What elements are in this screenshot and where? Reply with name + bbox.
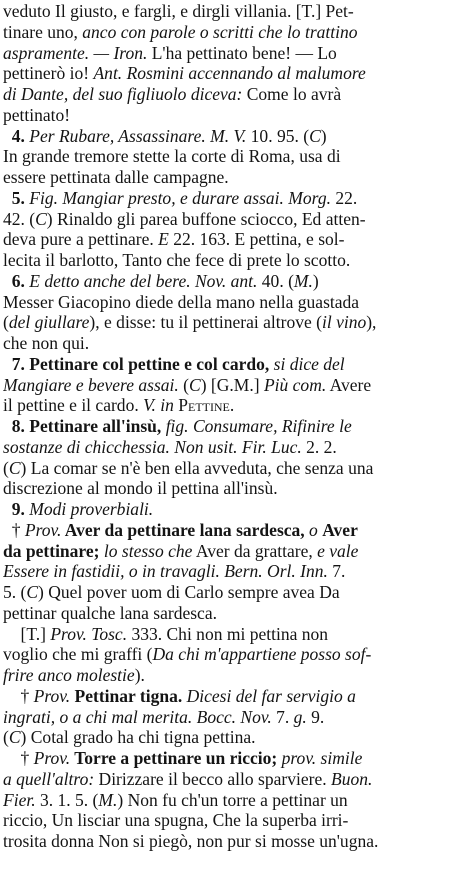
text-segment: ) Non fu ch'un torre a pettinar un <box>117 789 348 810</box>
text-line <box>3 768 461 790</box>
text-segment: Pettinar tigna. <box>70 685 183 706</box>
text-line <box>3 685 461 707</box>
text-segment: ( <box>3 727 9 748</box>
text-line <box>3 623 461 645</box>
text-segment: 4. <box>3 125 30 146</box>
text-segment: discrezione al mondo il pettina all'insù. <box>3 478 278 499</box>
text-segment: ( <box>3 457 9 478</box>
text-line <box>3 602 461 624</box>
text-segment: ) [G.M.] <box>200 374 264 395</box>
text-segment: 7. <box>327 561 346 582</box>
text-line <box>3 809 461 831</box>
text-segment: 22. <box>330 187 358 208</box>
text-line <box>3 726 461 748</box>
text-segment: 42. ( <box>3 208 36 229</box>
text-segment: Dirizzare il becco allo sparviere. <box>94 768 332 789</box>
text-segment: † <box>3 519 25 540</box>
text-segment: si dice del <box>269 353 345 374</box>
text-line <box>3 706 461 728</box>
text-segment: Aver da pettinare lana sardesca, <box>61 519 305 540</box>
text-segment: C <box>26 582 39 602</box>
text-segment: ), <box>366 312 377 333</box>
text-segment: L'ha pettinato bene! — Lo <box>147 42 337 63</box>
text-segment: del giullare <box>8 312 90 333</box>
text-segment: il vino <box>321 312 367 333</box>
text-segment: ) <box>312 270 319 291</box>
text-segment: C <box>8 457 21 478</box>
text-segment: ), e disse: tu il pettinerai altrove ( <box>89 312 322 333</box>
text-line <box>3 353 461 375</box>
text-segment: C <box>189 374 201 395</box>
text-segment: Ant. Rosmini accennando al malumore <box>93 63 366 84</box>
text-line <box>3 498 461 520</box>
text-line <box>3 166 461 188</box>
text-segment: 8. Pettinare all'insù, <box>3 416 162 436</box>
text-segment: 9. <box>3 499 30 519</box>
text-segment: Come lo avrà <box>242 84 342 104</box>
text-line <box>3 830 461 852</box>
text-line <box>3 477 461 499</box>
text-segment: a quell'altro: <box>3 768 95 789</box>
text-segment: C <box>309 125 321 146</box>
text-segment: ) <box>320 125 327 146</box>
text-segment: Più com. <box>263 374 327 395</box>
text-segment: Prov. Tosc. <box>50 623 128 644</box>
text-segment: Dicesi del far servigio a <box>182 685 356 706</box>
text-segment: 3. 1. 5. ( <box>35 789 99 810</box>
text-segment: 6. <box>3 270 30 291</box>
text-segment: C <box>8 727 21 748</box>
text-segment: riccio, Un lisciar una spugna, Che la superba irri- <box>3 810 349 831</box>
text-line <box>3 560 461 582</box>
text-segment: ingrati, o a chi mal merita. Bocc. Nov. <box>3 706 272 727</box>
text-segment: ( <box>3 312 9 333</box>
text-segment: e vale <box>312 540 359 561</box>
text-line <box>3 664 461 686</box>
text-line <box>3 415 461 437</box>
text-segment: veduto Il giusto, e fargli, e dirgli villania. [T.] Pet- <box>3 1 354 21</box>
text-line <box>3 311 461 333</box>
text-line <box>3 519 461 541</box>
text-line <box>3 125 461 147</box>
text-segment: M. <box>293 270 313 291</box>
text-segment: Da chi m'appartiene posso sof- <box>152 644 372 665</box>
text-segment: Mangiare e bevere assai. <box>3 374 179 395</box>
text-line <box>3 332 461 354</box>
text-segment: g. <box>293 706 307 727</box>
text-segment: Prov. <box>24 519 62 540</box>
text-segment: 7. <box>271 706 294 727</box>
text-segment: pettinerò io! <box>3 63 94 84</box>
text-line <box>3 228 461 250</box>
text-segment: anco con parole o scritti che lo trattino <box>82 21 358 42</box>
text-segment: C <box>35 208 47 229</box>
text-segment: 9. <box>306 706 325 727</box>
text-segment: Buon. <box>331 768 373 789</box>
text-segment: 10. 95. ( <box>246 125 310 146</box>
text-segment: Pettine. <box>173 395 235 416</box>
text-segment: tinare uno, <box>3 21 83 42</box>
text-segment: In grande tremore stette la corte di Roma, usa di <box>3 146 341 167</box>
text-segment: Prov. <box>33 685 71 706</box>
text-segment: Avere <box>326 374 372 395</box>
text-segment: 5. <box>3 187 30 208</box>
text-segment: 40. ( <box>257 270 294 291</box>
text-segment: Fier. <box>3 789 36 810</box>
text-segment: pettinato! <box>3 104 71 125</box>
text-segment: da pettinare; <box>3 540 100 561</box>
text-segment: 2. 2. <box>301 436 337 457</box>
text-segment: trosita donna Non si piegò, non pur si mosse un'ugna. <box>3 831 379 851</box>
text-line <box>3 540 461 562</box>
text-line <box>3 270 461 292</box>
text-segment: 22. 163. E pettina, e sol- <box>168 229 345 250</box>
text-line <box>3 643 461 665</box>
text-segment: essere pettinata dalle campagne. <box>3 167 229 187</box>
text-segment: Prov. <box>33 748 71 768</box>
text-segment: E <box>158 229 169 250</box>
text-segment: ) Rinaldo gli parea buffone sciocco, Ed atten- <box>46 208 366 229</box>
text-segment: sostanze di chicchessia. Non usit. Fir. Luc. <box>3 436 302 457</box>
text-segment: Fig. Mangiar presto, e durare assai. Morg. <box>29 187 331 208</box>
text-segment: fig. Consumare, Rifinire le <box>161 416 352 436</box>
text-line <box>3 104 461 126</box>
text-segment: Aver <box>322 519 358 540</box>
text-segment: che non qui. <box>3 333 90 353</box>
text-segment: aspramente. — Iron. <box>3 42 148 63</box>
text-line <box>3 291 461 313</box>
text-line <box>3 747 461 769</box>
text-line <box>3 42 461 64</box>
text-segment: lecita il barlotto, Tanto che fece di prete lo scotto. <box>3 250 351 270</box>
text-line <box>3 21 461 43</box>
text-line <box>3 145 461 167</box>
text-line <box>3 62 461 84</box>
text-line <box>3 436 461 458</box>
text-segment: Modi proverbiali. <box>29 499 154 519</box>
text-segment: 333. Chi non mi pettina non <box>127 623 329 644</box>
text-segment: [T.] <box>3 623 51 644</box>
text-segment: ) Quel pover uom di Carlo sempre avea Da <box>38 582 340 602</box>
text-segment: prov. simile <box>277 748 363 768</box>
text-line <box>3 83 461 105</box>
text-segment: 5. ( <box>3 582 27 602</box>
text-line <box>3 374 461 396</box>
text-line <box>3 249 461 271</box>
text-segment: di Dante, del suo figliuolo diceva: <box>3 84 243 104</box>
text-segment: il pettine e il cardo. <box>3 395 144 416</box>
text-segment: frire anco molestie <box>3 665 135 685</box>
text-segment: Aver da grattare, <box>192 540 313 561</box>
text-segment: Essere in fastidii, o in travagli. Bern. Orl. Inn. <box>3 561 328 582</box>
text-segment: V. in <box>143 395 174 416</box>
text-segment: o <box>304 519 323 540</box>
text-segment: ) La comar se n'è ben ella avveduta, che senza una <box>20 457 374 478</box>
text-segment: deva pure a pettinare. <box>3 229 159 250</box>
text-line <box>3 0 461 22</box>
text-segment: ( <box>178 374 190 395</box>
text-segment: † <box>3 685 34 706</box>
text-segment: Torre a pettinare un riccio; <box>70 748 278 768</box>
text-segment: voglio che mi graffi ( <box>3 644 153 665</box>
text-line <box>3 789 461 811</box>
text-segment: Per Rubare, Assassinare. M. V. <box>29 125 247 146</box>
text-segment: E detto anche del bere. Nov. ant. <box>29 270 258 291</box>
text-segment: lo stesso che <box>99 540 193 561</box>
text-line <box>3 457 461 479</box>
text-segment: Messer Giacopino diede della mano nella guastada <box>3 291 360 312</box>
text-line <box>3 208 461 230</box>
text-segment: 7. Pettinare col pettine e col cardo, <box>3 353 270 374</box>
text-line <box>3 394 461 416</box>
text-segment: pettinar qualche lana sardesca. <box>3 602 218 623</box>
text-segment: M. <box>98 789 118 810</box>
text-segment: † <box>3 748 34 768</box>
text-line <box>3 187 461 209</box>
text-line <box>3 581 461 603</box>
text-segment: ) Cotal grado ha chi tigna pettina. <box>20 727 256 748</box>
text-segment: ). <box>134 665 145 685</box>
